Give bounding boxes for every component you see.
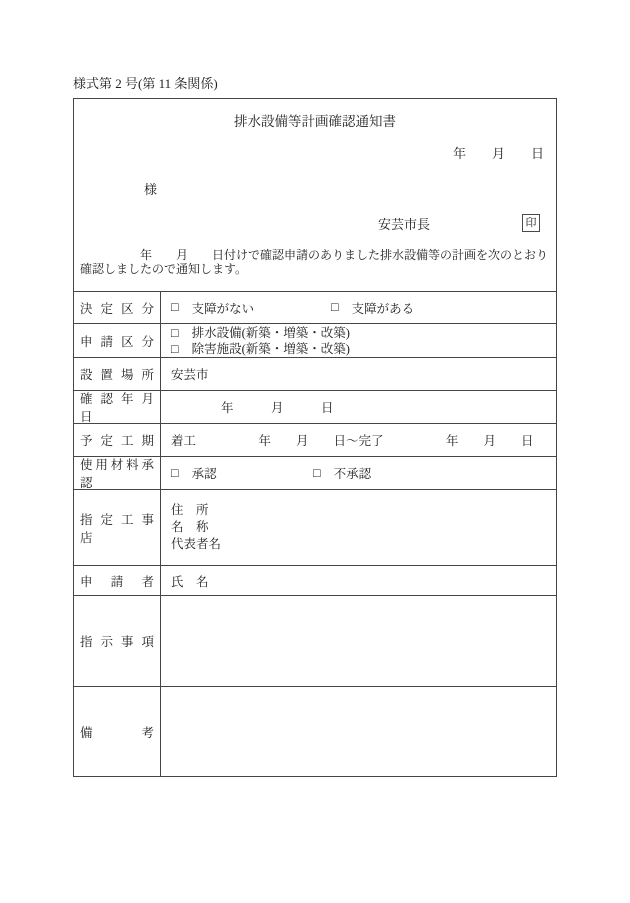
option-not-approved — [313, 464, 371, 482]
row-label-cell — [74, 687, 161, 776]
checkbox-approved-icon: □ — [171, 465, 179, 480]
row-remarks — [74, 686, 556, 776]
seal-mark-icon — [522, 214, 540, 232]
option-no-hindrance-label: 支障がない — [191, 301, 255, 316]
row-value-cell — [161, 596, 556, 686]
row-value-cell — [161, 490, 556, 565]
row-label: 備 考 — [80, 725, 154, 740]
row-value-cell — [161, 358, 556, 390]
option-approved — [171, 464, 313, 482]
addressee-line: 様 — [144, 182, 158, 197]
row-label: 指 示 事 項 — [80, 635, 154, 649]
row-value-cell — [161, 424, 556, 456]
confirmation-date-value: 年 月 日 — [171, 401, 334, 415]
row-label: 確 認 年 月 日 — [80, 392, 154, 424]
option-pretreatment-label: 除害施設(新築・増築・改築) — [191, 341, 350, 356]
contractor-representative-label: 代表者名 — [171, 537, 222, 551]
row-value-cell — [161, 292, 556, 323]
row-installation-location — [74, 357, 556, 390]
option-hindrance — [331, 299, 414, 317]
checkbox-no-hindrance-icon: □ — [171, 300, 179, 314]
checkbox-not-approved-icon: □ — [313, 465, 321, 480]
row-value-cell — [161, 324, 556, 357]
planned-period-value: 着工 年 月 日～完了 年 月 日 — [171, 434, 534, 448]
location-value: 安芸市 — [171, 368, 209, 382]
row-label-cell — [74, 490, 161, 565]
issuer-name: 安芸市長 — [378, 216, 431, 232]
intro-paragraph — [80, 248, 550, 276]
document-title: 排水設備等計画確認通知書 — [234, 114, 396, 129]
row-label-cell — [74, 292, 161, 323]
contractor-address-label: 住 所 — [171, 503, 209, 517]
option-pretreatment — [171, 341, 350, 357]
option-drainage — [171, 325, 350, 341]
intro-line-1: 年 月 日付けで確認申請のありました排水設備等の計画を次のとおり — [140, 248, 549, 262]
row-label-cell — [74, 566, 161, 595]
form-number: 様式第 2 号(第 11 条関係) — [73, 76, 218, 91]
row-instructions — [74, 595, 556, 686]
row-label-cell — [74, 457, 161, 489]
checkbox-drainage-icon: □ — [171, 325, 179, 340]
row-label: 申 請 区 分 — [80, 334, 154, 349]
row-label-cell — [74, 391, 161, 423]
row-value-cell — [161, 687, 556, 776]
contractor-name-label: 名 称 — [171, 520, 209, 534]
row-material-approval — [74, 456, 556, 489]
row-label-cell — [74, 596, 161, 686]
row-value-cell — [161, 566, 556, 595]
row-value-cell — [161, 391, 556, 423]
row-label: 指 定 工 事 店 — [80, 512, 154, 545]
row-label: 予 定 工 期 — [80, 434, 154, 448]
row-label-cell — [74, 324, 161, 357]
row-label: 使用材料承認 — [80, 458, 154, 490]
row-applicant — [74, 565, 556, 595]
row-decision-category — [74, 291, 556, 323]
row-label: 設 置 場 所 — [80, 368, 154, 382]
checkbox-pretreatment-icon: □ — [171, 341, 179, 356]
option-no-hindrance — [171, 299, 331, 317]
intro-line-2: 確認しましたので通知します。 — [80, 262, 248, 276]
seal-label: 印 — [525, 216, 537, 229]
document-frame — [73, 98, 557, 777]
issue-date-line: 年 月 日 — [452, 146, 544, 161]
row-label-cell — [74, 358, 161, 390]
row-designated-contractor — [74, 489, 556, 565]
row-label-cell — [74, 424, 161, 456]
row-planned-construction-period — [74, 423, 556, 456]
applicant-name-label: 氏 名 — [171, 574, 209, 589]
checkbox-hindrance-icon: □ — [331, 300, 339, 314]
option-drainage-label: 排水設備(新築・増築・改築) — [191, 325, 350, 340]
issuer-line — [74, 214, 556, 232]
option-approved-label: 承認 — [191, 467, 217, 481]
option-not-approved-label: 不承認 — [333, 467, 372, 481]
row-confirmation-date — [74, 390, 556, 423]
option-hindrance-label: 支障がある — [351, 301, 415, 316]
row-label: 申 請 者 — [80, 574, 154, 589]
row-label: 決 定 区 分 — [80, 301, 154, 316]
row-application-category — [74, 323, 556, 357]
row-value-cell — [161, 457, 556, 489]
